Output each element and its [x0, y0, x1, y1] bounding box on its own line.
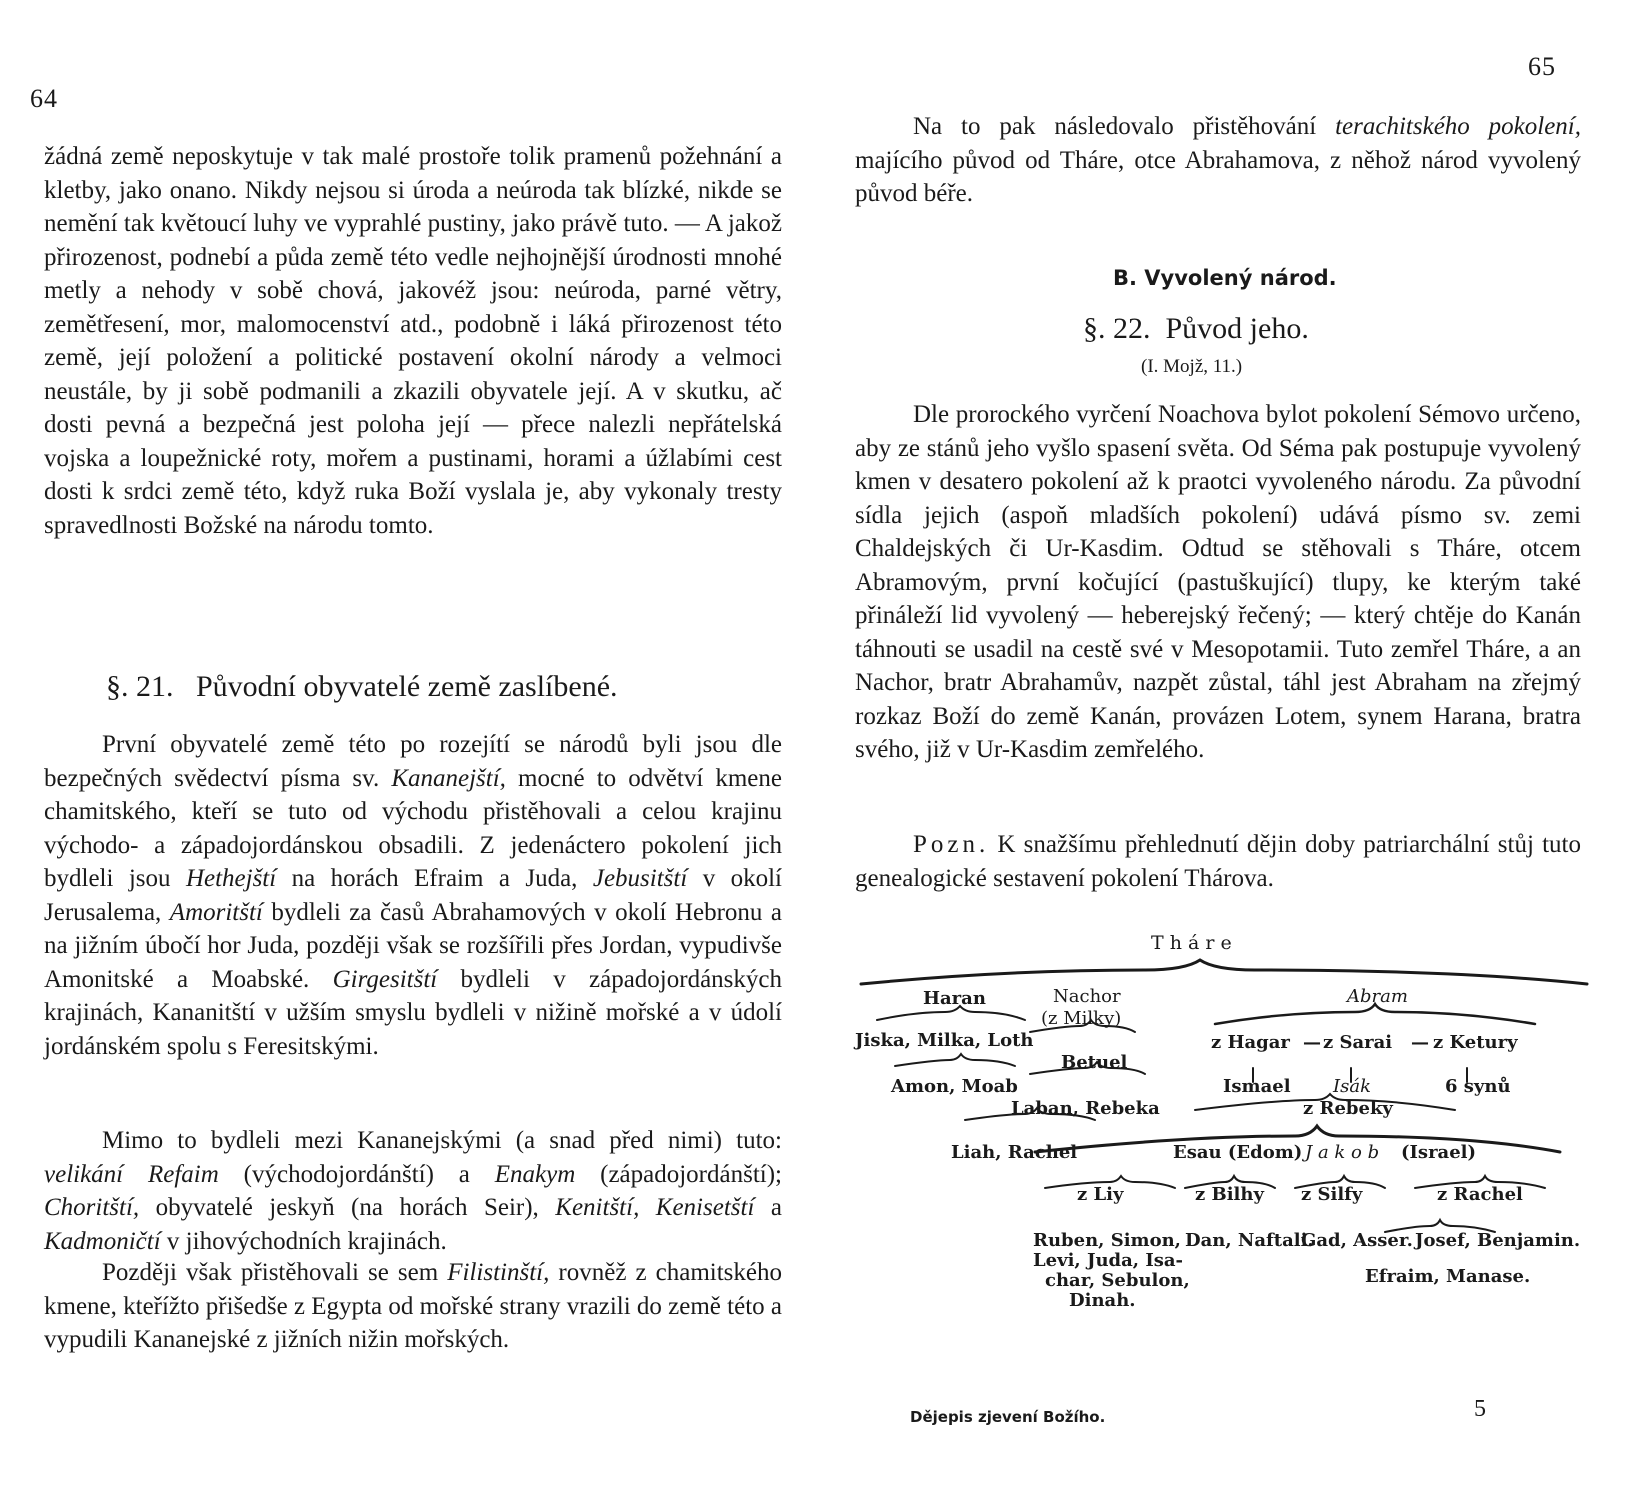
subheading-vyvoleny-narod: B. Vyvolený národ.: [1113, 266, 1337, 290]
tree-z-liy: z Liy: [1077, 1184, 1124, 1205]
tree-liy-sons-1: Ruben, Simon,: [1033, 1230, 1181, 1251]
tree-abram: Abram: [1347, 986, 1408, 1007]
tree-betuel: Betuel: [1061, 1052, 1128, 1073]
tree-bilhy-sons: Dan, Naftali.: [1185, 1230, 1314, 1251]
tree-haran: Haran: [923, 988, 986, 1009]
genealogy-tree: [855, 932, 1595, 1340]
tree-jakob-wives: Liah, Rachel: [951, 1142, 1078, 1163]
tree-lot-children: Amon, Moab: [891, 1076, 1018, 1097]
section-22-number: §. 22.: [1083, 312, 1151, 345]
tree-rachel-sons: Josef, Benjamin.: [1415, 1230, 1581, 1251]
tree-israel: (Israel): [1401, 1142, 1477, 1163]
tree-z-rebeky: z Rebeky: [1303, 1098, 1393, 1119]
tree-z-milky: (z Milky): [1041, 1008, 1122, 1029]
tree-z-sarai: z Sarai: [1323, 1032, 1393, 1053]
left-paragraph-3: Mimo to bydleli mezi Kananejskými (a snad před nimi) tuto: velikání Refaim (východojordánští) a Enakym (západojordánští); Choritští, obyvatelé jeskyň (na horách Seir), Kenitští, Kenisetští a Kadmoničtí v jihovýchodních krajinách.: [44, 1127, 782, 1255]
tree-z-bilhy: z Bilhy: [1195, 1184, 1264, 1205]
tree-jakob: J a k o b: [1305, 1142, 1380, 1163]
tree-ismael: Ismael: [1223, 1076, 1291, 1097]
tree-z-rachel: z Rachel: [1437, 1184, 1523, 1205]
section-22-title: Původ jeho.: [1165, 312, 1309, 345]
tree-liy-sons-2: Levi, Juda, Isa-: [1033, 1250, 1184, 1271]
right-paragraph-1: Na to pak následovalo přistěhování terachitského pokolení, majícího původ od Tháre, otce Abrahamova, z něhož národ vyvolený původ béře.: [855, 113, 1582, 207]
tree-thare: T h á r e: [1151, 932, 1232, 954]
tree-betuel-children: Laban, Rebeka: [1011, 1098, 1160, 1119]
tree-josef-sons: Efraim, Manase.: [1365, 1266, 1531, 1287]
section-21-heading: [106, 670, 618, 704]
tree-esau: Esau (Edom): [1173, 1142, 1303, 1163]
tree-haran-children: Jiska, Milka, Loth: [855, 1030, 1034, 1051]
page-number-right: 65: [1528, 52, 1556, 81]
section-22-reference: (I. Mojž, 11.): [1141, 356, 1243, 377]
section-21-number: §. 21.: [106, 670, 174, 703]
right-note: Pozn. K snažšímu přehlednutí dějin doby patriarchální stůj tuto genealogické sestavení pokolení Thárova.: [855, 831, 1581, 892]
tree-silfy-sons: Gad, Asser.: [1301, 1230, 1413, 1251]
footer-signature: 5: [1474, 1396, 1487, 1422]
page-number-left: 64: [30, 84, 58, 113]
tree-dash-2: —: [1411, 1032, 1429, 1053]
tree-6-synu: 6 synů: [1445, 1076, 1511, 1097]
tree-isak: Isák: [1333, 1076, 1371, 1097]
left-paragraph-4: Později však přistěhovali se sem Filistinští, rovněž z chamitského kmene, kteřížto přišedše z Egypta od mořské strany vrazili do země této a vypudili Kananejské z jižních nižin mořských.: [44, 1259, 782, 1353]
section-21-title: Původní obyvatelé země zaslíbené.: [196, 670, 618, 703]
tree-nachor: Nachor: [1053, 986, 1121, 1007]
section-22-heading: [1083, 312, 1309, 346]
right-paragraph-2: Dle prorockého vyrčení Noachova bylot pokolení Sémovo určeno, aby ze stánů jeho vyšlo spasení světa. Od Séma pak postupuje vyvolený kmen v desatero pokolení až k praotci vyvoleného národu. Za původní sídla jejich (aspoň mladších pokolení) udává písmo sv. zemi Chaldejských či Ur-Kasdim. Odtud se stěhovali s Tháre, otcem Abramovým, první kočující (pastuškující) tlupy, ke kterým také přináleží lid vyvolený — heberejský řečený; — který chtěje do Kanán táhnouti se usadil na cestě své v Mesopotamii. Tuto zemřel Tháre, a an Nachor, bratr Abrahamův, nazpět zůstal, táhl jest Abraham na zřejmý rozkaz Boží do země Kanán, provázen Lotem, synem Harana, bratra svého, již v Ur-Kasdim zemřelého.: [855, 401, 1581, 763]
tree-z-hagar: z Hagar: [1211, 1032, 1290, 1053]
tree-z-ketury: z Ketury: [1433, 1032, 1518, 1053]
note-label: Pozn.: [913, 831, 990, 858]
left-paragraph-1: žádná země neposkytuje v tak malé prostoře tolik pramenů požehnání a kletby, jako onano. Nikdy nejsou si úroda a neúroda tak blízké, nikde se nemění tak květoucí luhy ve vyprahlé pustiny, jako právě tuto. — A jakož přirozenost, podnebí a půda země této vedle nejhojnější úrodnosti mnohé metly a nehody v sobě chová, jakovéž jsou: neúroda, parné větry, zemětřesení, mor, malomocenství atd., podobně i láká přirozenost této země, její položení a politické postavení okolní národy a velmoci neustále, by ji sobě podmanili a zkazili obyvatele její. A v skutku, ač dosti pevná a bezpečná jest poloha její — přece nalezli nepřátelská vojska a loupežnické roty, mořem a pustinami, horami a úžlabími cest dosti k srdci země této, když ruka Boží vyslala je, aby vykonaly tresty spravedlnosti Božské na národu tomto.: [44, 143, 782, 539]
tree-z-silfy: z Silfy: [1301, 1184, 1363, 1205]
footer-title: Dějepis zjevení Božího.: [910, 1408, 1106, 1426]
left-paragraph-2: První obyvatelé země této po rozejítí se národů byli jsou dle bezpečných svědectví písma sv. Kananejští, mocné to odvětví kmene chamitského, kteří se tuto od východu přistěhovali a celou krajinu východo- a západojordánskou obsadili. Z jedenáctero pokolení jich bydleli jsou Hethejští na horách Efraim a Juda, Jebusitští v okolí Jerusalema, Amoritští bydleli za časů Abrahamových v okolí Hebronu a na jižním úbočí hor Juda, později však se rozšířili přes Jordan, vypudivše Amonitské a Moabské. Girgesitští bydleli v západojordánských krajinách, Kananitští v užším smyslu bydleli v nižině mořské a v údolí jordánském spolu s Feresitskými.: [44, 731, 783, 1060]
tree-liy-sons-3: char, Sebulon,: [1045, 1270, 1190, 1291]
tree-liy-sons-4: Dinah.: [1069, 1290, 1136, 1311]
tree-dash-1: —: [1303, 1032, 1321, 1053]
